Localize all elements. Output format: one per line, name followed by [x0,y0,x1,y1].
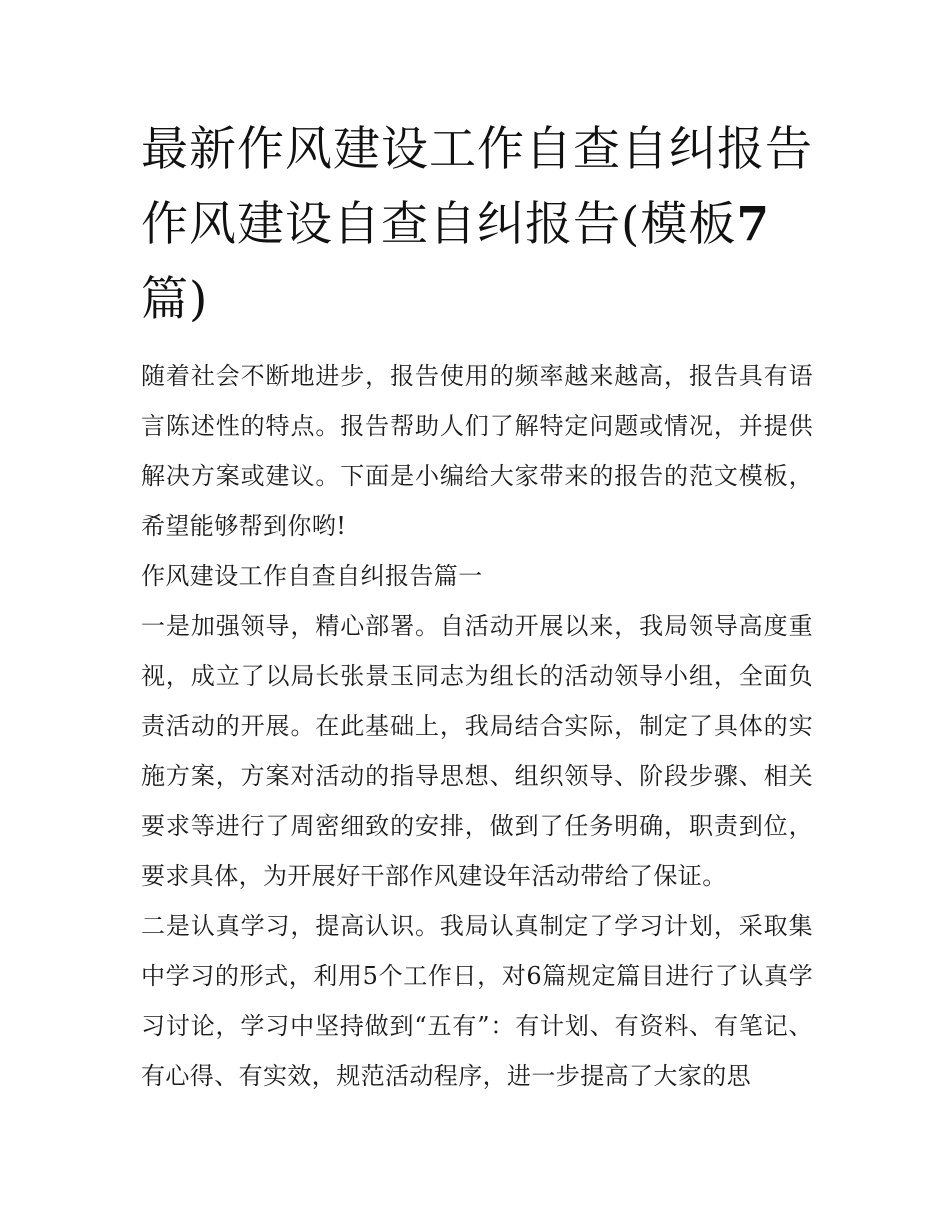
title-text-part1: 最新作风建设工作自查自纠报告 作风建设自查自纠报告(模板 [141,122,813,252]
title-text-part2: 篇) [141,272,209,327]
document-page [141,112,813,1101]
intro-paragraph: 随着社会不断地进步，报告使用的频率越来越高，报告具有语言陈述性的特点。报告帮助人们了解特定问题或情况，并提供解决方案或建议。下面是小编给大家带来的报告的范文模板，希望能够帮到你哟! [141,362,813,540]
document-body [141,351,813,1101]
body-paragraph-1: 一是加强领导，精心部署。自活动开展以来，我局领导高度重视，成立了以局长张景玉同志为组长的活动领导小组，全面负责活动的开展。在此基础上，我局结合实际，制定了具体的实施方案，方案对活动的指导思想、组织领导、阶段步骤、相关要求等进行了周密细致的安排，做到了任务明确，职责到位，要求具体，为开展好干部作风建设年活动带给了保证。 [141,612,813,890]
section-heading: 作风建设工作自查自纠报告篇一 [141,562,483,590]
body-paragraph-2: 二是认真学习，提高认识。我局认真制定了学习计划，采取集中学习的形式，利用5个工作日，对6篇规定篇目进行了认真学习讨论，学习中坚持做到“五有”：有计划、有资料、有笔记、有心得、有实效，规范活动程序，进一步提高了大家的思 [141,912,813,1090]
title-number: 7 [736,197,771,252]
document-title [141,112,813,337]
